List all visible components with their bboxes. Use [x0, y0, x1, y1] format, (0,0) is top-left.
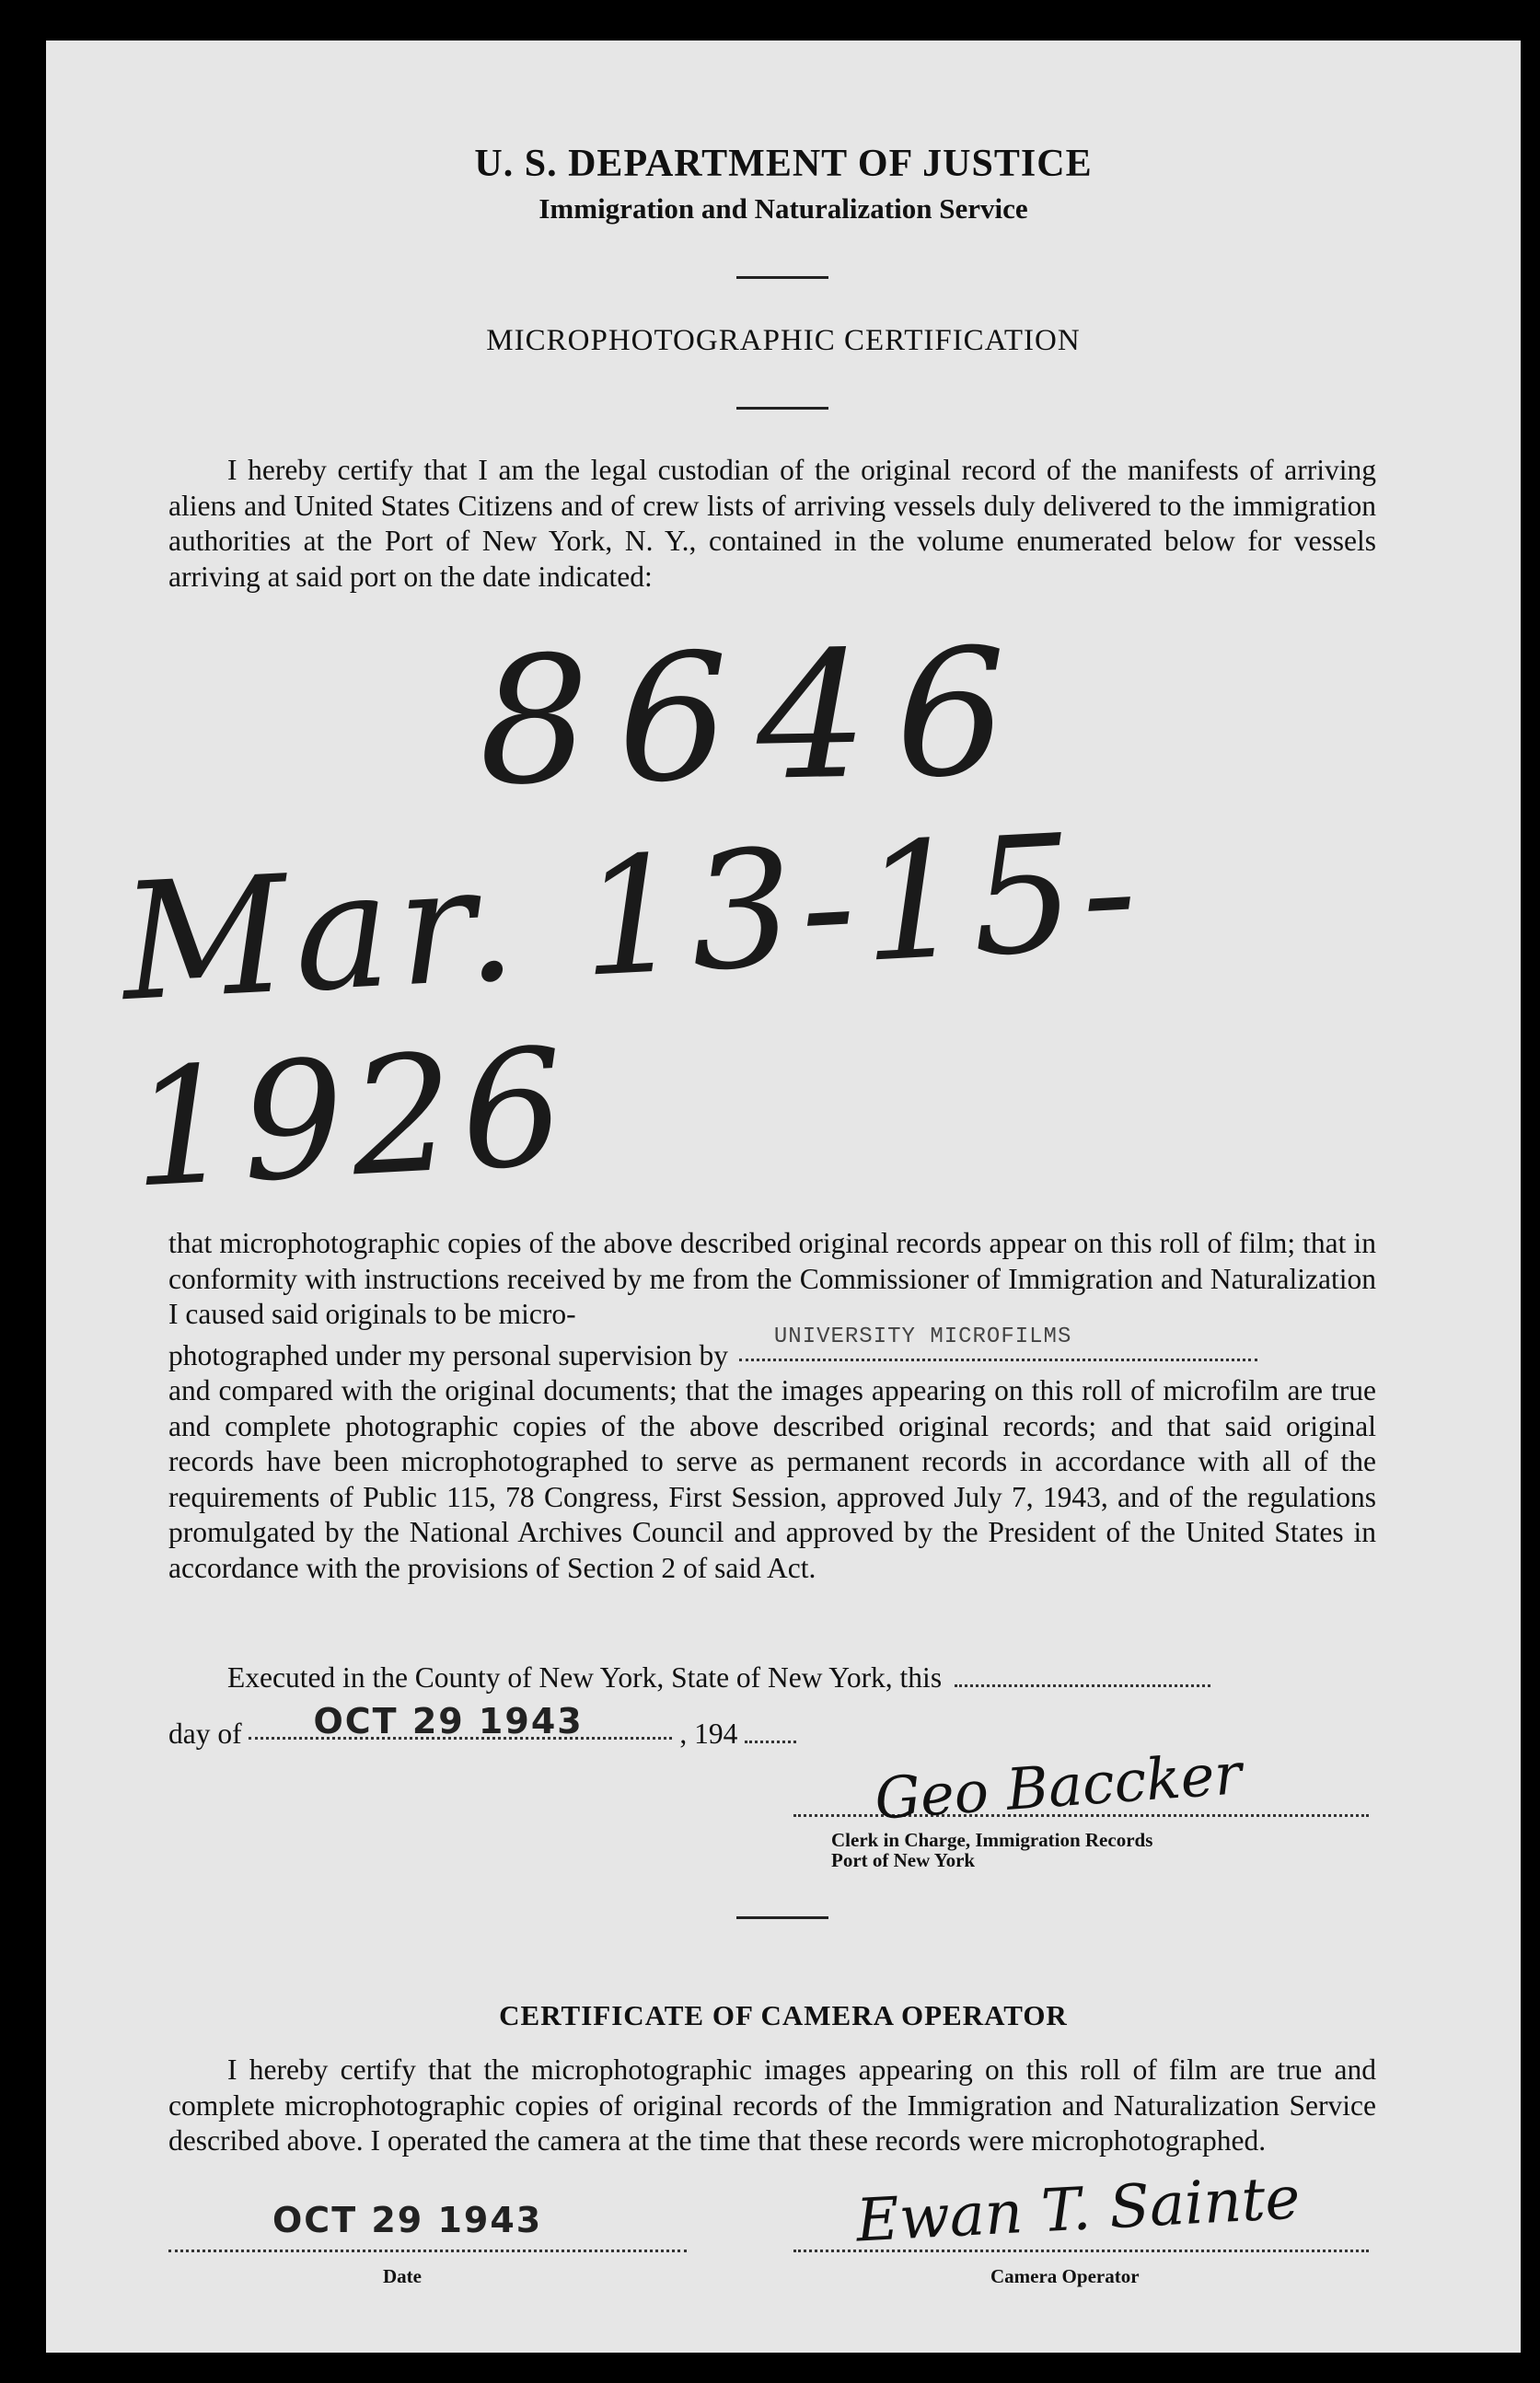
supervision-prefix: photographed under my personal supervision by	[168, 1338, 729, 1371]
body-text-part1: that microphotographic copies of the above described original records appear on this roll of film; that in conformity with instructions received by me from the Commissioner of Immigration and Naturalization I caused said originals to be micro-	[168, 1227, 1376, 1330]
divider	[736, 276, 828, 279]
handwritten-volume-number: 8646	[477, 610, 1036, 824]
clerk-title-line2: Port of New York	[831, 1849, 976, 1871]
dotted-line	[745, 1740, 796, 1743]
day-of-label: day of	[168, 1718, 242, 1750]
dotted-line	[739, 1358, 1257, 1361]
clerk-signature: Geo Baccker	[872, 1740, 1245, 1833]
document-title: MICROPHOTOGRAPHIC CERTIFICATION	[486, 324, 1081, 357]
service-subheading: Immigration and Naturalization Service	[538, 192, 1028, 225]
divider	[736, 407, 828, 410]
camera-certificate-title: CERTIFICATE OF CAMERA OPERATOR	[499, 1999, 1068, 2031]
agency-heading: U. S. DEPARTMENT OF JUSTICE	[474, 143, 1093, 185]
intro-paragraph	[168, 453, 1376, 595]
execution-text: Executed in the County of New York, State of New York, this	[227, 1661, 943, 1694]
day-of-line	[168, 1701, 796, 1751]
date-line	[168, 2248, 687, 2252]
execution-line	[168, 1660, 1376, 1696]
clerk-title	[831, 1830, 1152, 1870]
body-text-part2: and compared with the original documents; that the images appearing on this roll of microfilm are true and complete photographic copies of the above described original records; and that said original records have been microphotographed to serve as permanent records in accordance with all of the requirements of Public 115, 78 Congress, First Session, approved July 7, 1943, and of the regulations promulgated by the National Archives Council and approved by the President of the United States in accordance with the provisions of Section 2 of said Act.	[168, 1374, 1376, 1584]
operator-label: Camera Operator	[990, 2265, 1140, 2287]
operator-signature: Ewan T. Sainte	[854, 2164, 1303, 2256]
supervision-line	[168, 1325, 1376, 1374]
body-paragraph	[168, 1226, 1376, 1586]
handwritten-date-range: Mar. 13-15-1926	[117, 797, 1149, 1224]
intro-text: I hereby certify that I am the legal custodian of the original record of the manifests of arriving aliens and United States Citizens and of crew lists of arriving vessels duly delivered to the immigration authorities at the Port of New York, N. Y., contained in the volume enumerated below for vessels arriving at said port on the date indicated:	[168, 454, 1376, 593]
certificate-page	[46, 40, 1521, 2353]
camera-date-stamp: OCT 29 1943	[272, 2200, 543, 2240]
clerk-title-line1: Clerk in Charge, Immigration Records	[831, 1829, 1153, 1851]
execution-date-stamp: OCT 29 1943	[313, 1701, 584, 1741]
year-suffix: , 194	[679, 1718, 738, 1750]
supervisor-stamp: UNIVERSITY MICROFILMS	[773, 1325, 1072, 1349]
dotted-line	[955, 1683, 1210, 1687]
camera-certificate-paragraph	[168, 2053, 1376, 2159]
date-label: Date	[383, 2265, 422, 2287]
divider	[736, 1916, 828, 1919]
camera-certificate-text: I hereby certify that the microphotographic images appearing on this roll of film are true and complete microphotographic copies of original records of the Immigration and Naturalization Service described above. I operated the camera at the time that these records were microphotographed.	[168, 2053, 1376, 2157]
